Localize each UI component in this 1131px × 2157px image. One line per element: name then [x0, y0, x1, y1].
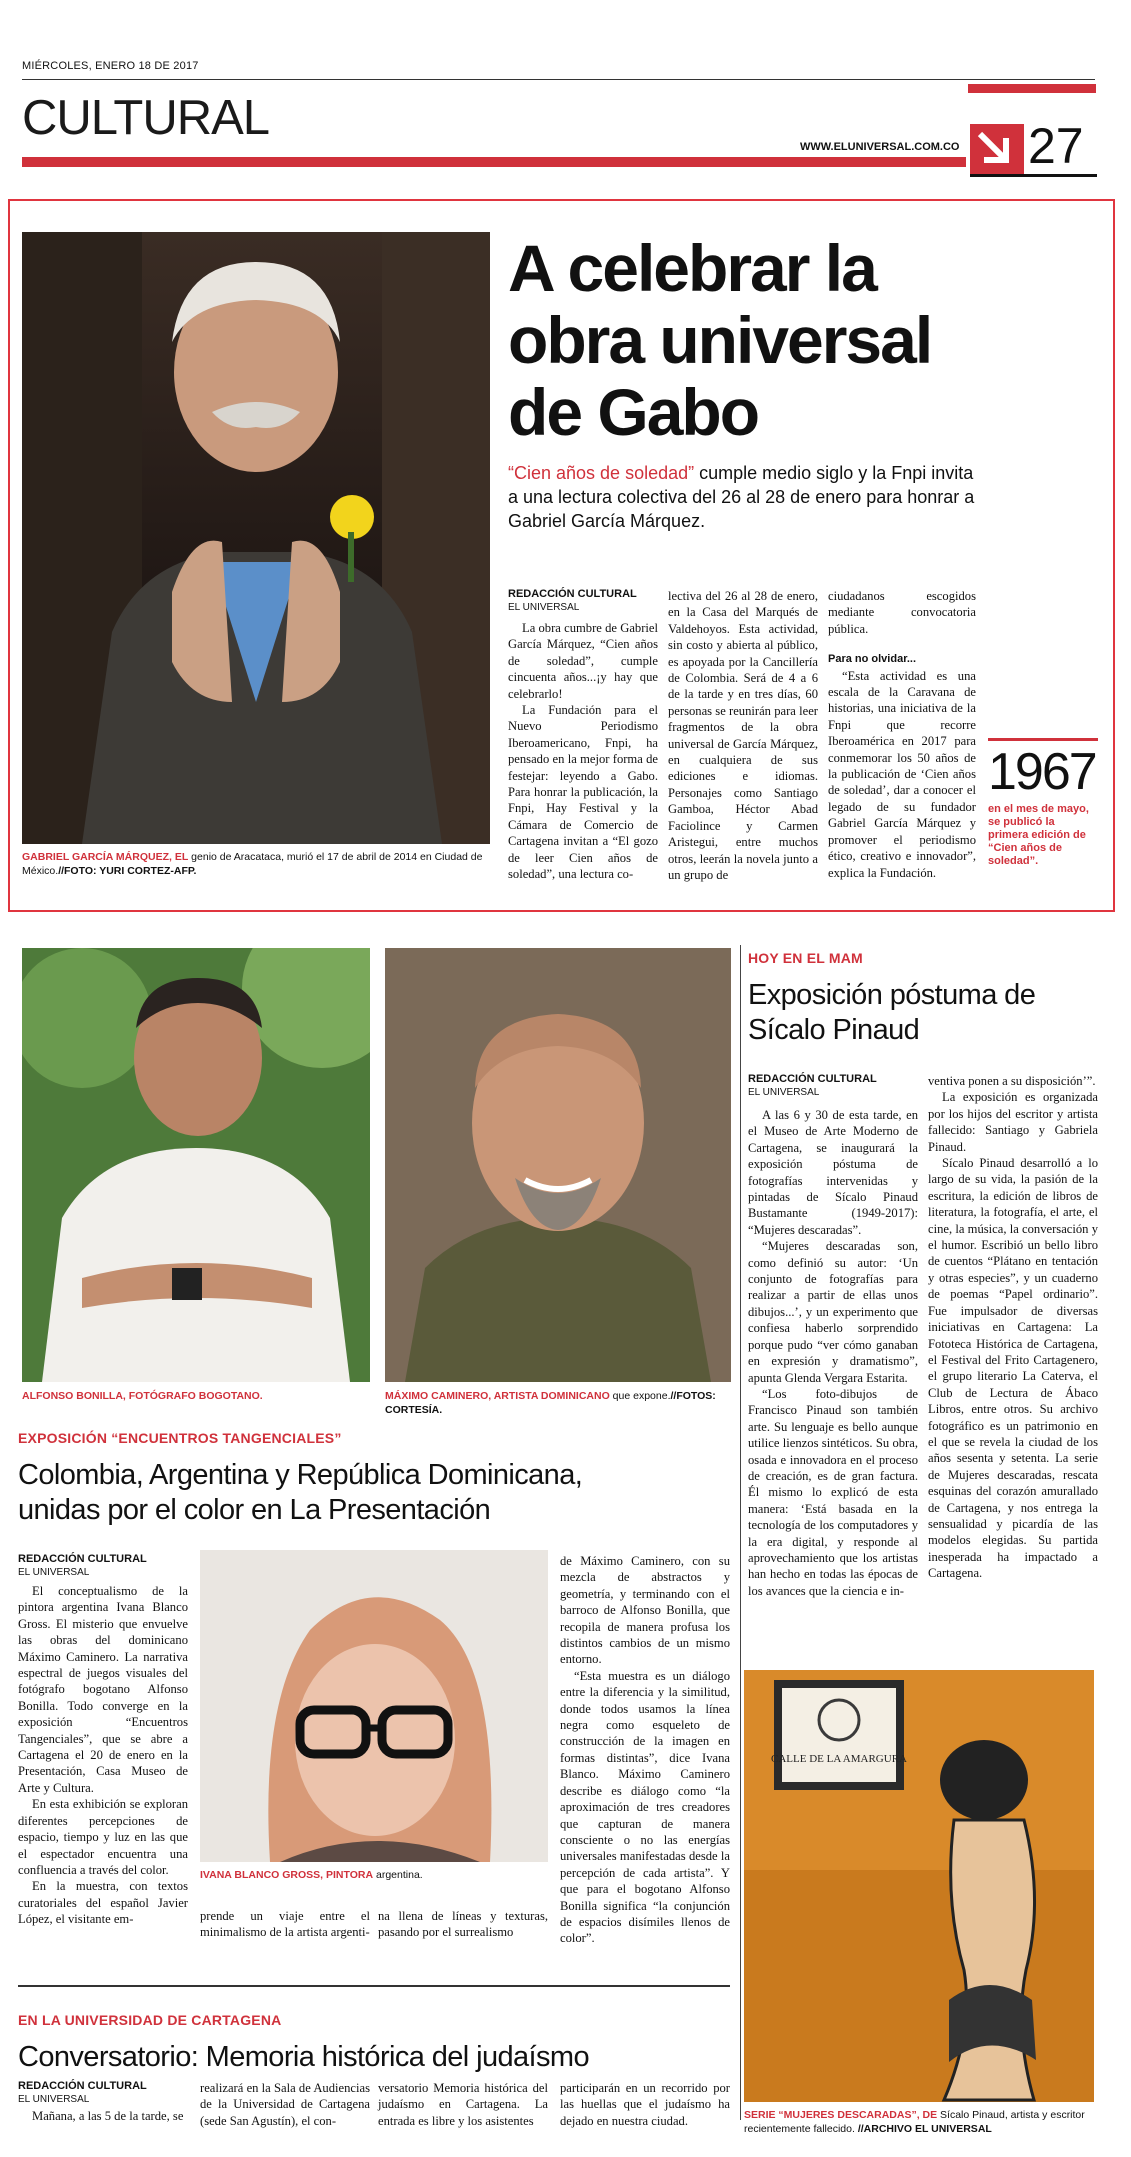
mam-byline: REDACCIÓN CULTURAL EL UNIVERSAL	[748, 1073, 877, 1098]
udec-headline: Conversatorio: Memoria histórica del judaísmo	[18, 2041, 589, 2073]
tangenciales-headline: Colombia, Argentina y República Dominicana, unidas por el color en La Presentación	[18, 1459, 583, 1526]
gabo-caption-text: genio de Aracataca, murió el 17 de abril de 2014 en Ciudad de México.	[22, 851, 483, 877]
mujeres-caption: SERIE “MUJERES DESCARADAS”, DE Sícalo Pinaud, artista y escritor recientemente fallecido. //ARCHIVO EL UNIVERSAL	[744, 2109, 1085, 2135]
mujeres-descaradas-photo	[744, 1670, 1094, 2102]
fact-box	[988, 738, 1098, 868]
udec-rule	[18, 1985, 730, 1987]
caminero-photo	[385, 948, 731, 1382]
udec-col4: participarán en un recorrido por las huellas que el judaísmo ha dejado en nuestra ciudad.	[560, 2081, 730, 2128]
header-red-bar-top	[968, 84, 1096, 93]
page-number-rule	[970, 174, 1097, 177]
tangenciales-col3: na llena de líneas y texturas, pasando por el surrealismo	[378, 1909, 548, 1940]
ivana-photo	[200, 1550, 548, 1862]
gabo-photo	[22, 232, 490, 844]
arrow-icon	[970, 124, 1024, 174]
udec-byline: REDACCIÓN CULTURAL EL UNIVERSAL	[18, 2080, 147, 2105]
lead-subhead: Para no olvidar...	[828, 653, 917, 666]
gabo-caption-credit: //FOTO: YURI CORTEZ-AFP.	[58, 865, 197, 877]
gabo-photo-illustration	[22, 232, 490, 844]
bonilla-caption: ALFONSO BONILLA, FOTÓGRAFO BOGOTANO.	[22, 1390, 263, 1402]
udec-kicker: EN LA UNIVERSIDAD DE CARTAGENA	[18, 2012, 282, 2028]
udec-col1: REDACCIÓN CULTURAL EL UNIVERSAL Mañana, a las 5 de la tarde, se	[18, 2080, 188, 2124]
mam-col1: REDACCIÓN CULTURAL EL UNIVERSAL A las 6 y 30 de esta tarde, en el Museo de Arte Moderno de Cartagena, se inaugurará la exposición póstuma de fotografías intervenidas y pintadas de Sícalo Pinaud Bustamante (1949-2017): “Mujeres descaradas”. “Mujeres descaradas son, como definió su autor: ‘Un conjunto de fotografías para realizar a partir de ellas unos dibujos...’, y un experimento que confiesa haberlo sorprendido porque pudo “ver cómo ganaban en expresión y dramatismo”, apunta Glenda Vergara Estarita. “Los foto-dibujos de Francisco Pinaud son también arte. Su lenguaje es bello aunque utilice lienzos sintéticos. Su obra, osada e innovadora en el proceso de creación, es de gran factura. Él mismo lo explicó de esta manera: ‘Está basada en la tecnología de los computadores y la era digital, y responde al aprovechamiento que los artistas han hecho en todas las épocas de los avances que la ciencia e in-	[748, 1073, 918, 1598]
header-rule-top	[22, 79, 1095, 80]
page-number-box	[970, 118, 1097, 178]
lead-col1-p1: La obra cumbre de Gabriel García Márquez, “Cien años de soledad”, cumple cincuenta años...¡y hay que celebrarlo!	[508, 621, 658, 701]
lead-headline: A celebrar la obra universal de Gabo	[508, 231, 932, 449]
lead-deck-quote: “Cien años de soledad”	[508, 463, 695, 483]
fact-year: 1967	[988, 743, 1096, 801]
udec-col3: versatorio Memoria histórica del judaísmo en Cartagena. La entrada es libre y los asistentes	[378, 2081, 548, 2128]
caminero-caption: MÁXIMO CAMINERO, ARTISTA DOMINICANO que expone.//FOTOS: CORTESÍA.	[385, 1390, 716, 1416]
street-sign-text: CALLE DE LA AMARGURA	[771, 1753, 907, 1765]
gabo-caption-name: GABRIEL GARCÍA MÁRQUEZ, EL	[22, 851, 189, 863]
mam-kicker: HOY EN EL MAM	[748, 950, 863, 966]
tangenciales-kicker: EXPOSICIÓN “ENCUENTROS TANGENCIALES”	[18, 1430, 342, 1446]
lead-col1-p2: La Fundación para el Nuevo Periodismo Iberoamericano, Fnpi, ha pensado en la mejor forma de festejar: leyendo a Gabo. Para honrar la publicación, la Fnpi, Hay Festival y la Cámara de Comercio de Cartagena invitan a “El gozo de leer Cien años de soledad”, una lectura co-	[508, 703, 658, 882]
tangenciales-col2: prende un viaje entre el minimalismo de la artista argenti-	[200, 1909, 370, 1940]
bonilla-photo	[22, 948, 370, 1382]
gabo-photo-caption	[22, 850, 494, 878]
issue-date: MIÉRCOLES, ENERO 18 DE 2017	[22, 60, 199, 72]
tangenciales-byline: REDACCIÓN CULTURAL EL UNIVERSAL	[18, 1553, 147, 1578]
lead-deck-text: cumple medio siglo y la Fnpi invita a una lectura colectiva del 26 al 28 de enero para honrar a Gabriel García Márquez.	[508, 463, 975, 531]
lead-col1	[508, 588, 658, 883]
column-divider	[740, 945, 741, 2120]
header-red-bar	[22, 157, 966, 167]
lead-deck	[508, 461, 976, 533]
page-number: 27	[1028, 118, 1084, 174]
lead-byline: REDACCIÓN CULTURAL EL UNIVERSAL	[508, 588, 637, 613]
fact-text: en el mes de mayo, se publicó la primera edición de “Cien años de soledad”.	[988, 803, 1089, 867]
lead-col3: ciudadanos escogidos mediante convocatoria pública. Para no olvidar... “Esta actividad es una escala de la Caravana de historias, una iniciativa de la Fnpi que recorre Iberoamérica en 2017 para conmemorar los 50 años de la publicación de ‘Cien años de soledad’, dar a conocer el legado de su fundador Gabriel García Márquez y promover el periodismo ético, creativo e innovador”, explica la Fundación.	[828, 589, 976, 880]
tangenciales-col1: REDACCIÓN CULTURAL EL UNIVERSAL El conceptualismo de la pintora argentina Ivana Blanco Gross. El misterio que envuelve las obras del dominicano Máximo Caminero. La narrativa espectral de juegos visuales del fotógrafo bogotano Alfonso Bonilla. Todo converge en la exposición “Encuentros Tangenciales”, que se abre a Cartagena el 20 de enero en la Presentación, Casa Museo de Arte y Cultura. En esta exhibición se exploran diferentes percepciones de espacio, tiempo y luz en las que el espectador encuentra una confluencia a través del color. En la muestra, con textos curatoriales del español Javier López, el visitante em-	[18, 1553, 188, 1927]
mam-headline: Exposición póstuma de Sícalo Pinaud	[748, 979, 1036, 1046]
lead-col2: lectiva del 26 al 28 de enero, en la Casa del Marqués de Valdehoyos. Esta actividad, sin costo y abierta al público, es apoyada por la Cancillería de Colombia. Será de 4 a 6 de la tarde y en tres días, 60 personas se reunirán para leer fragmentos de la obra universal de García Márquez, en cualquiera de sus ediciones e idiomas. Personajes como Santiago Gamboa, Héctor Abad Faciolince y Carmen Aristegui, entre muchos otros, leerán la novela junto a un grupo de	[668, 589, 818, 882]
udec-col2: realizará en la Sala de Audiencias de la Universidad de Cartagena (sede San Agustín), el con-	[200, 2081, 370, 2128]
mam-col2: ventiva ponen a su disposición’”. La exposición es organizada por los hijos del escritor y artista fallecido: Santiago y Gabriela Pinaud. Sícalo Pinaud desarrolló a lo largo de su vida, la pasión de la escritura, la edición de libros de literatura, la fotografía, el arte, el cine, la música, la conversación y el humor. Escribió un bello libro de cuentos “Plátano en tentación y otras especies”, y un cuaderno de poemas “Papel ordinario”. Fue impulsador de diversas iniciativas en Cartagena: La Fototeca Histórica de Cartagena, el Festival del Frito Cartagenero, el grupo literario La Caterva, el Club de Lectura de Ábaco Libros, entre otros. Su archivo fotográfico es un patrimonio en el que se revela la ciudad de los años sesenta y setenta. La serie de Mujeres descaradas, rescata esquinas del corazón amurallado de Cartagena, y nos entrega la sensualidad y picardía de las modelos elegidas. Su partida inesperada ha impactado a Cartagena.	[928, 1074, 1098, 1581]
section-title: CULTURAL	[22, 91, 270, 145]
tangenciales-col4: de Máximo Caminero, con su mezcla de abstractos y geometría, y terminando con el barroco de Alfonso Bonilla, que recopila de manera profusa los distintos cambios de un mismo entorno. “Esta muestra es un diálogo entre la diferencia y la similitud, donde todos usamos la línea negra como esqueleto de construcción de la imagen en formas distintas”, dice Ivana Blanco. Máximo Caminero describe es diálogo como “la aproximación de tres creadores que capturan de manera consciente o no las energías universales manifestadas desde la percepción de cada artista”. Y que para el bogotano Alfonso Bonilla significa “la conjunción de espacios disímiles llenos de color”.	[560, 1554, 730, 1946]
ivana-caption: IVANA BLANCO GROSS, PINTORA argentina.	[200, 1869, 423, 1881]
site-url: WWW.ELUNIVERSAL.COM.CO	[800, 141, 960, 153]
